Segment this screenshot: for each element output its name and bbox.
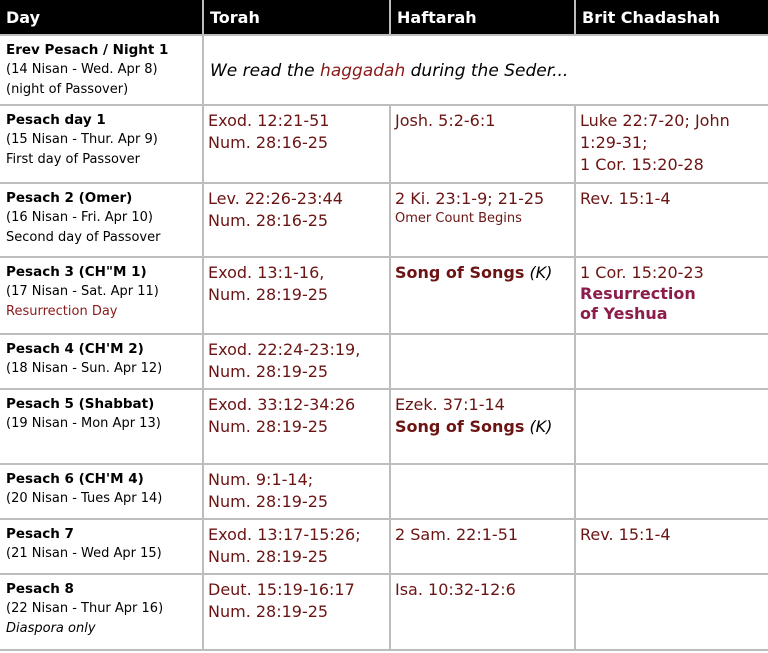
day-cell xyxy=(0,575,202,649)
day-name: Pesach 3 (CH"M 1) xyxy=(6,264,147,280)
day-cell xyxy=(0,184,202,256)
reading: Exod. 13:17-15:26; xyxy=(208,525,361,544)
day-cell xyxy=(0,335,202,388)
day-name: Pesach day 1 xyxy=(6,112,106,128)
reading: Num. 9:1-14; xyxy=(208,470,314,489)
table-row xyxy=(0,520,768,573)
torah-cell xyxy=(204,184,389,256)
day-name: Pesach 8 xyxy=(6,581,74,597)
day-date: (15 Nisan - Thur. Apr 9) xyxy=(6,132,158,147)
day-date: (16 Nisan - Fri. Apr 10) xyxy=(6,210,154,225)
table-row xyxy=(0,390,768,463)
day-cell xyxy=(0,258,202,333)
reading: Song of Songs xyxy=(395,263,525,282)
reading: Num. 28:16-25 xyxy=(208,133,329,152)
header-torah: Torah xyxy=(204,0,389,34)
day-cell xyxy=(0,36,202,104)
reading-note: (K) xyxy=(529,417,553,436)
haftarah-cell xyxy=(391,575,574,649)
torah-cell xyxy=(204,465,389,518)
table-row xyxy=(0,184,768,256)
reading: Exod. 33:12-34:26 xyxy=(208,395,356,414)
day-name: Pesach 6 (CH'M 4) xyxy=(6,471,144,487)
seder-note xyxy=(204,36,768,104)
day-note: First day of Passover xyxy=(6,152,140,167)
torah-cell xyxy=(204,106,389,182)
reading: Exod. 12:21-51 xyxy=(208,111,330,130)
reading: Lev. 22:26-23:44 xyxy=(208,189,343,208)
reading: Num. 28:16-25 xyxy=(208,211,329,230)
reading: Num. 28:19-25 xyxy=(208,602,329,621)
haggadah-text: haggadah xyxy=(320,61,406,81)
reading: Isa. 10:32-12:6 xyxy=(395,580,516,599)
table-row xyxy=(0,575,768,649)
torah-cell xyxy=(204,335,389,388)
torah-cell xyxy=(204,520,389,573)
haftarah-cell xyxy=(391,390,574,463)
seder-text: We read the xyxy=(210,61,321,81)
reading: Num. 28:19-25 xyxy=(208,547,329,566)
day-name: Pesach 7 xyxy=(6,526,74,542)
reading: Num. 28:19-25 xyxy=(208,362,329,381)
reading: Num. 28:19-25 xyxy=(208,285,329,304)
table-row xyxy=(0,36,768,104)
day-date: (21 Nisan - Wed Apr 15) xyxy=(6,546,162,561)
day-name: Erev Pesach / Night 1 xyxy=(6,42,169,58)
reading: Exod. 22:24-23:19, xyxy=(208,340,361,359)
reading: 2 Ki. 23:1-9; 21-25 xyxy=(395,189,545,208)
brit-cell xyxy=(576,258,768,333)
brit-cell xyxy=(576,465,768,518)
haftarah-cell xyxy=(391,258,574,333)
day-date: (22 Nisan - Thur Apr 16) xyxy=(6,601,164,616)
reading: Luke 22:7-20; John 1:29-31; xyxy=(580,111,730,152)
reading: Rev. 15:1-4 xyxy=(580,525,671,544)
brit-cell xyxy=(576,575,768,649)
day-note: Second day of Passover xyxy=(6,230,161,245)
table-row xyxy=(0,465,768,518)
resurrection-note: of Yeshua xyxy=(580,304,668,323)
torah-cell xyxy=(204,258,389,333)
day-cell xyxy=(0,390,202,463)
day-note: Diaspora only xyxy=(6,621,96,636)
day-date: (20 Nisan - Tues Apr 14) xyxy=(6,491,163,506)
day-date: (14 Nisan - Wed. Apr 8) xyxy=(6,62,158,77)
reading: Exod. 13:1-16, xyxy=(208,263,325,282)
reading: 1 Cor. 15:20-28 xyxy=(580,155,704,174)
day-name: Pesach 4 (CH'M 2) xyxy=(6,341,144,357)
haftarah-cell xyxy=(391,520,574,573)
reading: Deut. 15:19-16:17 xyxy=(208,580,355,599)
seder-text: during the Seder... xyxy=(405,61,569,81)
day-cell xyxy=(0,465,202,518)
brit-cell xyxy=(576,520,768,573)
haftarah-cell xyxy=(391,184,574,256)
reading: Rev. 15:1-4 xyxy=(580,189,671,208)
day-cell xyxy=(0,106,202,182)
table-row xyxy=(0,258,768,333)
brit-cell xyxy=(576,184,768,256)
day-note: Resurrection Day xyxy=(6,304,118,319)
brit-cell xyxy=(576,106,768,182)
reading: Ezek. 37:1-14 xyxy=(395,395,505,414)
haftarah-cell xyxy=(391,465,574,518)
header-day: Day xyxy=(0,0,202,34)
day-date: (19 Nisan - Mon Apr 13) xyxy=(6,416,161,431)
header-brit: Brit Chadashah xyxy=(576,0,768,34)
haftarah-cell xyxy=(391,106,574,182)
torah-cell xyxy=(204,575,389,649)
reading: Num. 28:19-25 xyxy=(208,417,329,436)
day-note: (night of Passover) xyxy=(6,82,129,97)
day-date: (18 Nisan - Sun. Apr 12) xyxy=(6,361,163,376)
day-name: Pesach 5 (Shabbat) xyxy=(6,396,155,412)
table-row xyxy=(0,335,768,388)
header-haftarah: Haftarah xyxy=(391,0,574,34)
header-row xyxy=(0,0,768,34)
omer-note: Omer Count Begins xyxy=(395,211,522,226)
haftarah-cell xyxy=(391,335,574,388)
brit-cell xyxy=(576,390,768,463)
reading-note: (K) xyxy=(529,263,553,282)
day-cell xyxy=(0,520,202,573)
reading: Song of Songs xyxy=(395,417,525,436)
resurrection-note: Resurrection xyxy=(580,284,696,303)
reading: 2 Sam. 22:1-51 xyxy=(395,525,519,544)
reading: Num. 28:19-25 xyxy=(208,492,329,511)
reading: 1 Cor. 15:20-23 xyxy=(580,263,704,282)
day-date: (17 Nisan - Sat. Apr 11) xyxy=(6,284,159,299)
table-row xyxy=(0,106,768,182)
reading: Josh. 5:2-6:1 xyxy=(395,111,496,130)
torah-cell xyxy=(204,390,389,463)
brit-cell xyxy=(576,335,768,388)
day-name: Pesach 2 (Omer) xyxy=(6,190,133,206)
